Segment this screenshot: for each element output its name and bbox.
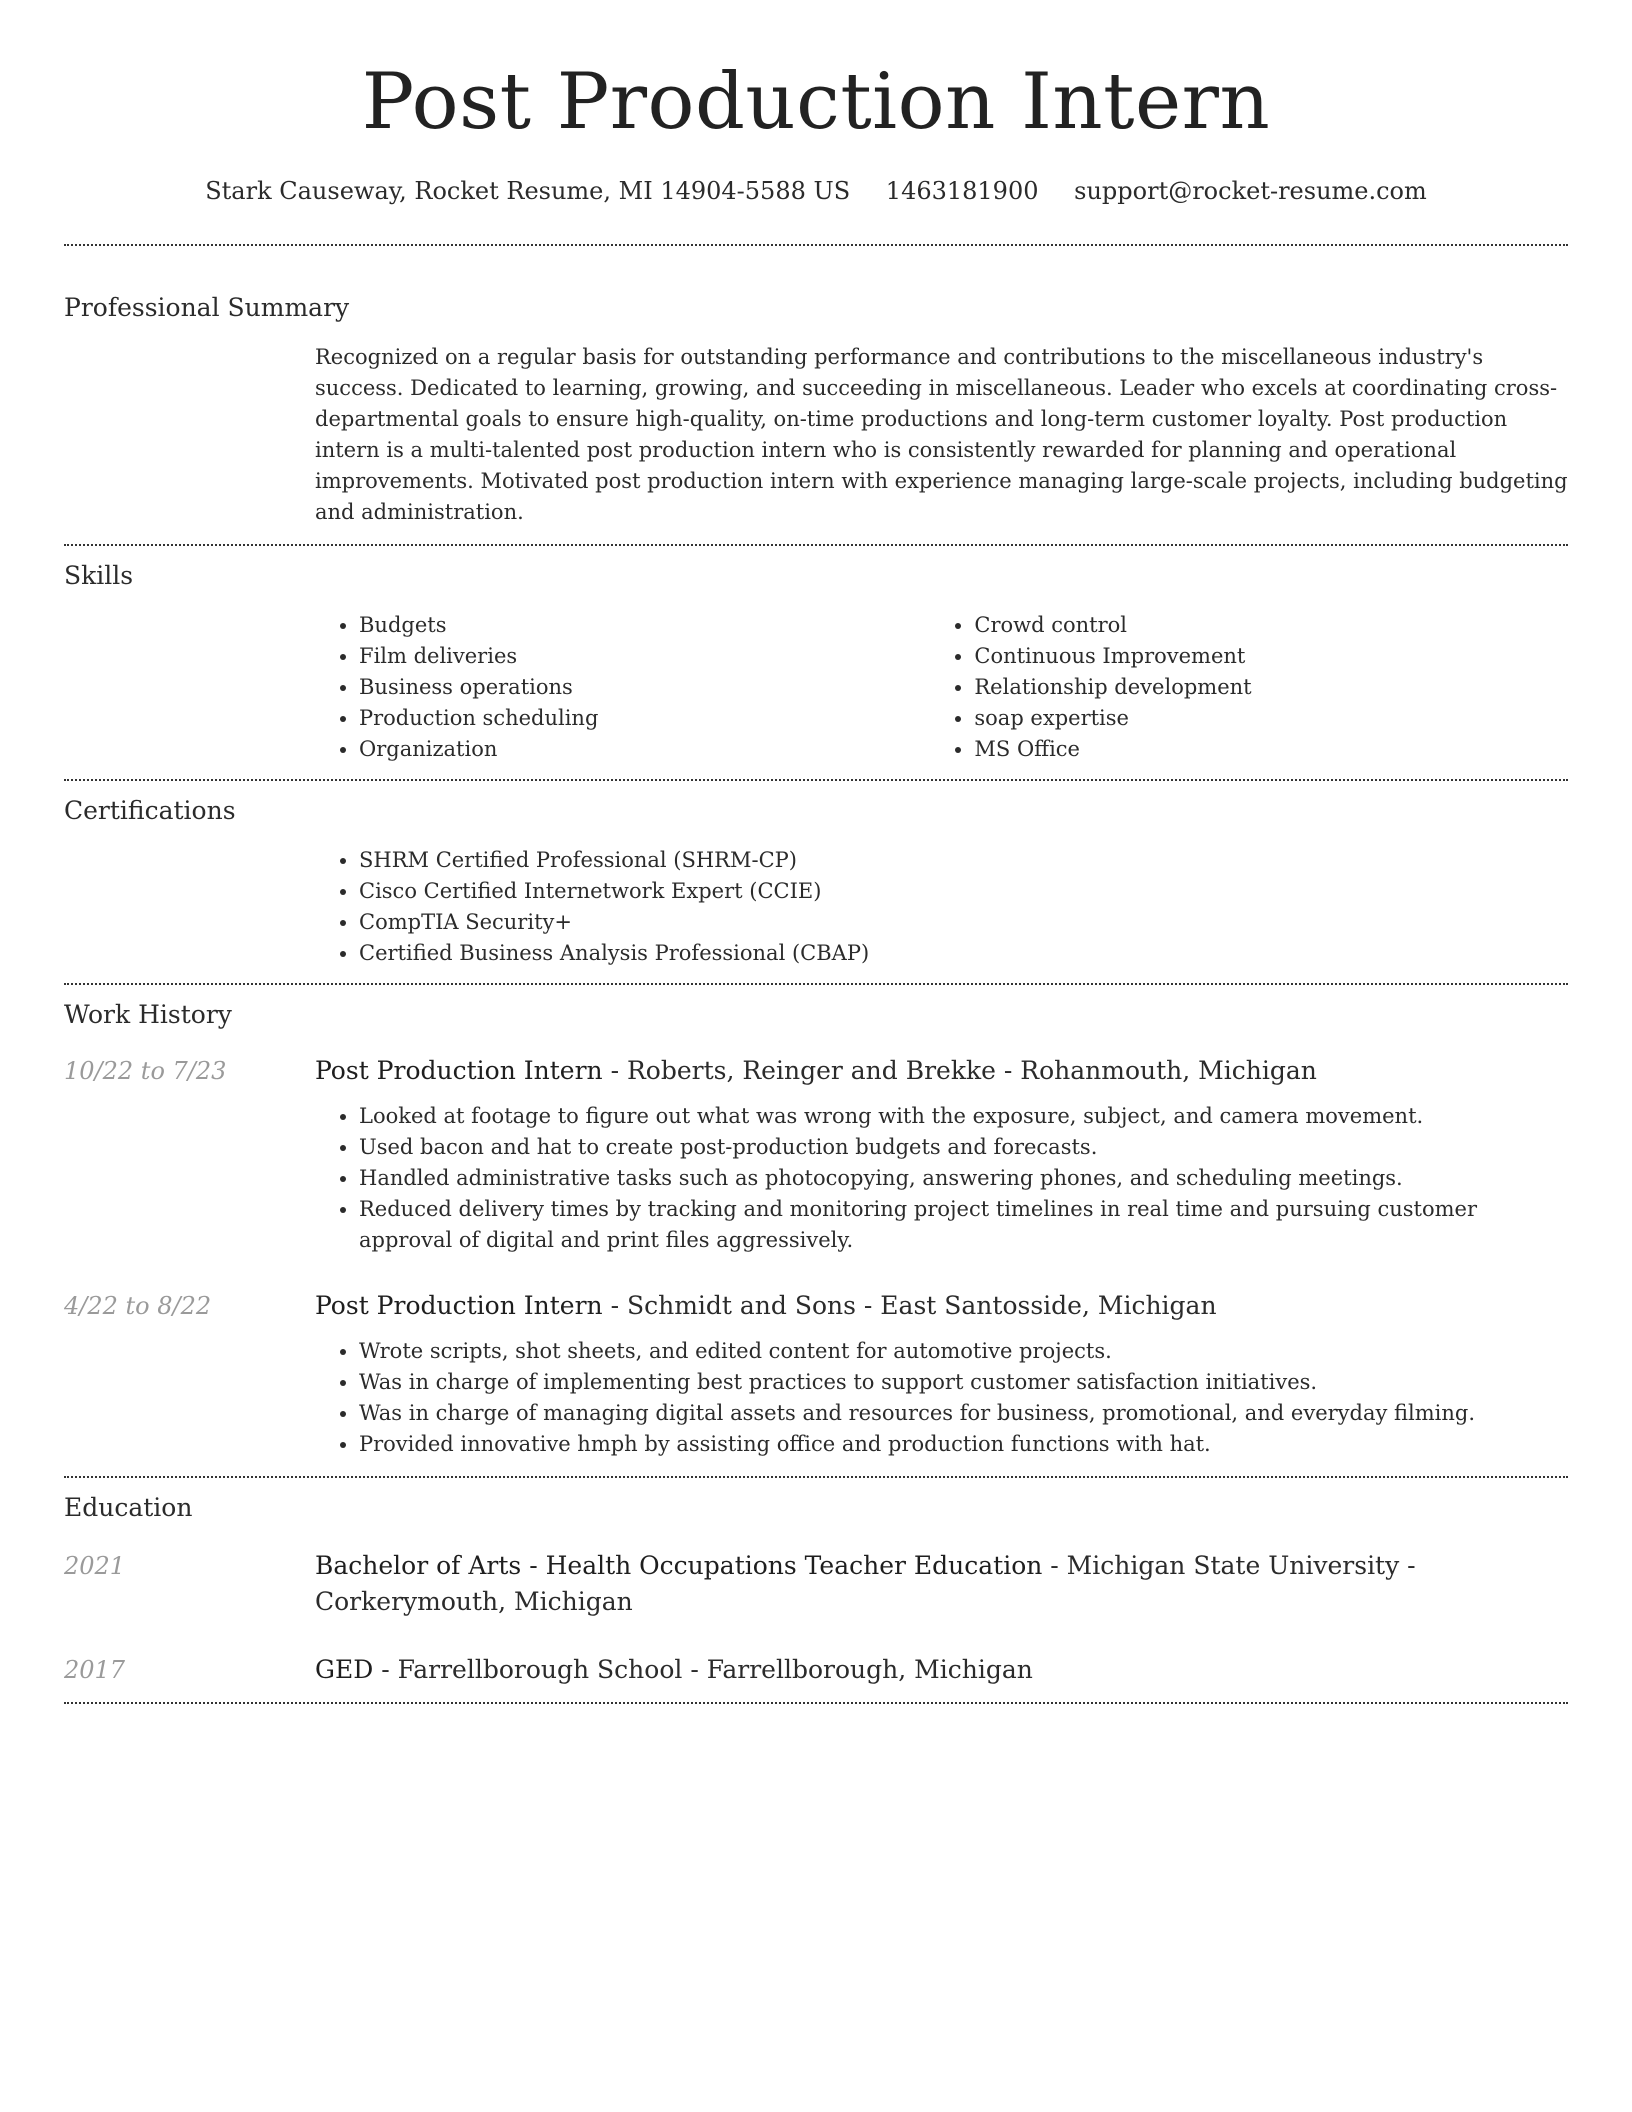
education-school-location: - Michigan State University - Corkerymouth, Michigan [315,1551,1416,1616]
contact-address: Stark Causeway, Rocket Resume, MI 14904-5588 US [205,177,851,205]
education-year: 2017 [64,1656,126,1684]
skill-item: • Organization [359,734,930,765]
skills-heading: Skills [64,561,134,590]
education-heading: Education [64,1493,193,1522]
skill-item: • Business operations [359,672,930,703]
skill-item: • Budgets [359,610,930,641]
job-employer-location: - Roberts, Reinger and Brekke - Rohanmouth, Michigan [602,1056,1317,1085]
skills-section [64,546,1568,779]
job-entry [64,1053,1568,1256]
job-employer-location: - Schmidt and Sons - East Santosside, Michigan [602,1291,1217,1320]
skills-list [315,610,1568,779]
work-history-heading: Work History [64,1000,232,1029]
job-dates: 10/22 to 7/23 [64,1057,227,1085]
divider [64,1702,1568,1704]
skill-item: • soap expertise [974,703,1568,734]
certification-item: • SHRM Certified Professional (SHRM-CP) [359,845,1568,876]
job-duty: • Was in charge of implementing best practices to support customer satisfaction initiatives. [359,1367,1568,1398]
job-duty: • Looked at footage to figure out what was wrong with the exposure, subject, and camera movement. [359,1101,1568,1132]
certifications-list [315,845,1568,983]
job-duty: • Was in charge of managing digital assets and resources for business, promotional, and everyday filming. [359,1398,1568,1429]
certification-item: • Certified Business Analysis Professional (CBAP) [359,938,1568,969]
resume-page [64,0,1568,1704]
job-position: Post Production Intern [315,1291,603,1320]
job-position: Post Production Intern [315,1056,603,1085]
divider [64,244,1568,246]
job-duties [315,1101,1568,1256]
certifications-heading: Certifications [64,796,236,825]
education-school-location: - Farrellborough School - Farrellborough, Michigan [373,1655,1033,1684]
job-duty: • Handled administrative tasks such as photocopying, answering phones, and scheduling meetings. [359,1163,1568,1194]
job-dates: 4/22 to 8/22 [64,1292,212,1320]
summary-text: Recognized on a regular basis for outstanding performance and contributions to the miscellaneous industry's success. Dedicated to learning, growing, and succeeding in miscellaneous. Leader who excels at coordinating cross-departmental goals to ensure high-quality, on-time productions and long-term customer loyalty. Post production intern is a multi-talented post production intern who is consistently rewarded for planning and operational improvements. Motivated post production intern with experience managing large-scale projects, including budgeting and administration. [315,345,1568,524]
work-history-section [64,985,1568,1476]
resume-title: Post Production Intern [361,57,1271,147]
education-degree: GED [315,1655,374,1684]
education-heading-line [315,1652,1568,1688]
skill-item: • Continuous Improvement [974,641,1568,672]
skill-item: • Production scheduling [359,703,930,734]
contact-line [64,174,1568,208]
job-entry [64,1288,1568,1460]
education-entry [64,1652,1568,1688]
job-duty: • Used bacon and hat to create post-production budgets and forecasts. [359,1132,1568,1163]
education-entry [64,1548,1568,1620]
contact-phone: 1463181900 [885,177,1039,205]
job-heading [315,1288,1568,1324]
job-heading [315,1053,1568,1089]
job-duty: • Wrote scripts, shot sheets, and edited content for automotive projects. [359,1336,1568,1367]
job-duty: • Reduced delivery times by tracking and monitoring project timelines in real time and pursuing customer approval of digital and print files aggressively. [359,1194,1568,1256]
skill-item: • MS Office [974,734,1568,765]
certification-item: • CompTIA Security+ [359,907,1568,938]
skill-item: • Film deliveries [359,641,930,672]
job-duties [315,1336,1568,1460]
skill-item: • Crowd control [974,610,1568,641]
education-heading-line [315,1548,1568,1620]
summary-heading: Professional Summary [64,293,350,322]
certification-item: • Cisco Certified Internetwork Expert (CCIE) [359,876,1568,907]
education-section [64,1478,1568,1702]
summary-section [64,290,1568,544]
education-year: 2021 [64,1552,126,1580]
certifications-section [64,781,1568,983]
skills-column-left [315,610,930,765]
skills-column-right [930,610,1568,765]
contact-email: support@rocket-resume.com [1074,177,1427,205]
job-duty: • Provided innovative hmph by assisting office and production functions with hat. [359,1429,1568,1460]
education-degree: Bachelor of Arts - Health Occupations Teacher Education [315,1551,1043,1580]
skill-item: • Relationship development [974,672,1568,703]
